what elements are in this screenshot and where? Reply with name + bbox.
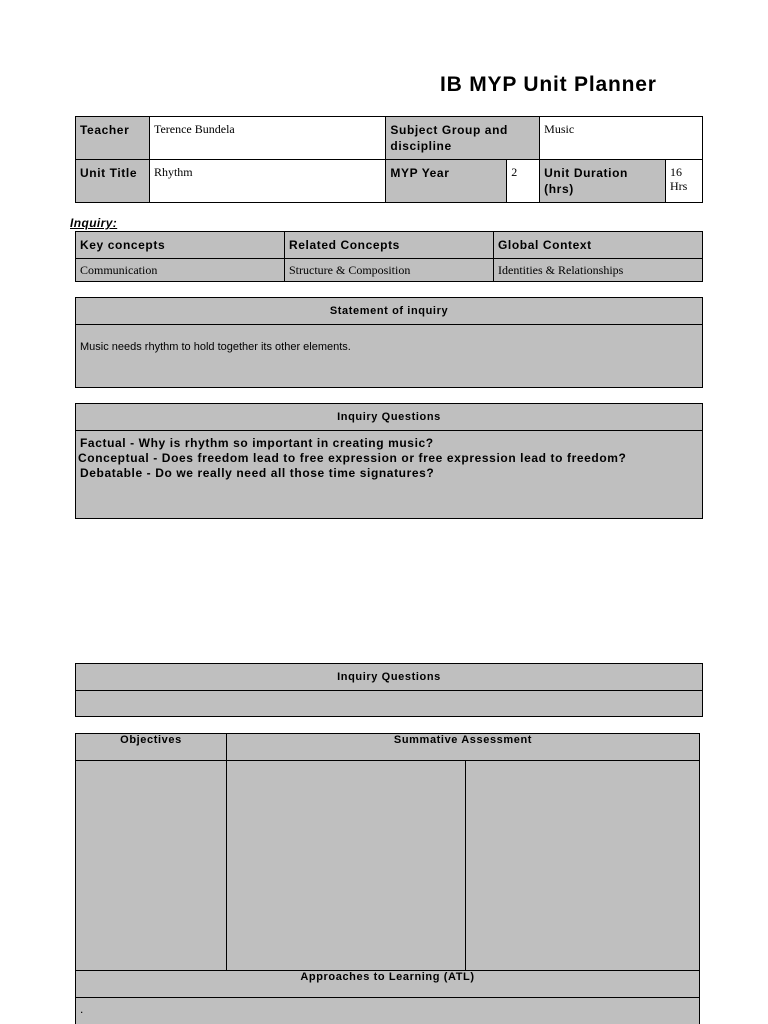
myp-year-label: MYP Year [386, 160, 507, 203]
myp-year-value[interactable]: 2 [507, 160, 540, 203]
statement-text[interactable]: Music needs rhythm to hold together its other elements. [80, 341, 351, 353]
duration-label: Unit Duration (hrs) [540, 160, 666, 203]
related-concepts-header: Related Concepts [285, 232, 494, 259]
objectives-cell[interactable] [76, 761, 227, 971]
subject-value[interactable]: Music [540, 117, 703, 160]
global-context-header: Global Context [494, 232, 703, 259]
key-concepts-value[interactable]: Communication [76, 259, 285, 282]
statement-heading: Statement of inquiry [76, 298, 702, 325]
inquiry-questions-heading-2: Inquiry Questions [76, 664, 702, 691]
summative-cell-right[interactable] [466, 761, 700, 971]
conceptual-question: Conceptual - Does freedom lead to free expression or free expression lead to freedom? [78, 451, 627, 465]
inquiry-questions-box-2 [75, 663, 703, 717]
objectives-header: Objectives [76, 734, 227, 761]
statement-of-inquiry-box [75, 297, 703, 388]
atl-header: Approaches to Learning (ATL) [76, 971, 700, 998]
inquiry-questions-heading: Inquiry Questions [76, 404, 702, 431]
inquiry-questions-body-2[interactable] [76, 691, 702, 717]
related-concepts-value[interactable]: Structure & Composition [285, 259, 494, 282]
subject-label: Subject Group and discipline [386, 117, 540, 160]
concepts-table [75, 231, 703, 282]
debatable-question: Debatable - Do we really need all those time signatures? [80, 466, 435, 480]
inquiry-heading: Inquiry: [70, 216, 118, 230]
key-concepts-header: Key concepts [76, 232, 285, 259]
global-context-value[interactable]: Identities & Relationships [494, 259, 703, 282]
summative-assessment-header: Summative Assessment [227, 734, 700, 761]
teacher-label: Teacher [76, 117, 150, 160]
assessment-table [75, 733, 700, 1024]
atl-cell[interactable]: . [76, 998, 700, 1024]
page-title: IB MYP Unit Planner [440, 73, 657, 96]
inquiry-questions-list[interactable] [76, 431, 702, 481]
teacher-value[interactable]: Terence Bundela [149, 117, 385, 160]
inquiry-questions-box [75, 403, 703, 519]
duration-value[interactable]: 16 Hrs [666, 160, 703, 203]
unit-info-table [75, 116, 703, 203]
summative-cell-left[interactable] [227, 761, 466, 971]
factual-question: Factual - Why is rhythm so important in creating music? [80, 436, 434, 450]
unit-title-value[interactable]: Rhythm [149, 160, 385, 203]
unit-title-label: Unit Title [76, 160, 150, 203]
